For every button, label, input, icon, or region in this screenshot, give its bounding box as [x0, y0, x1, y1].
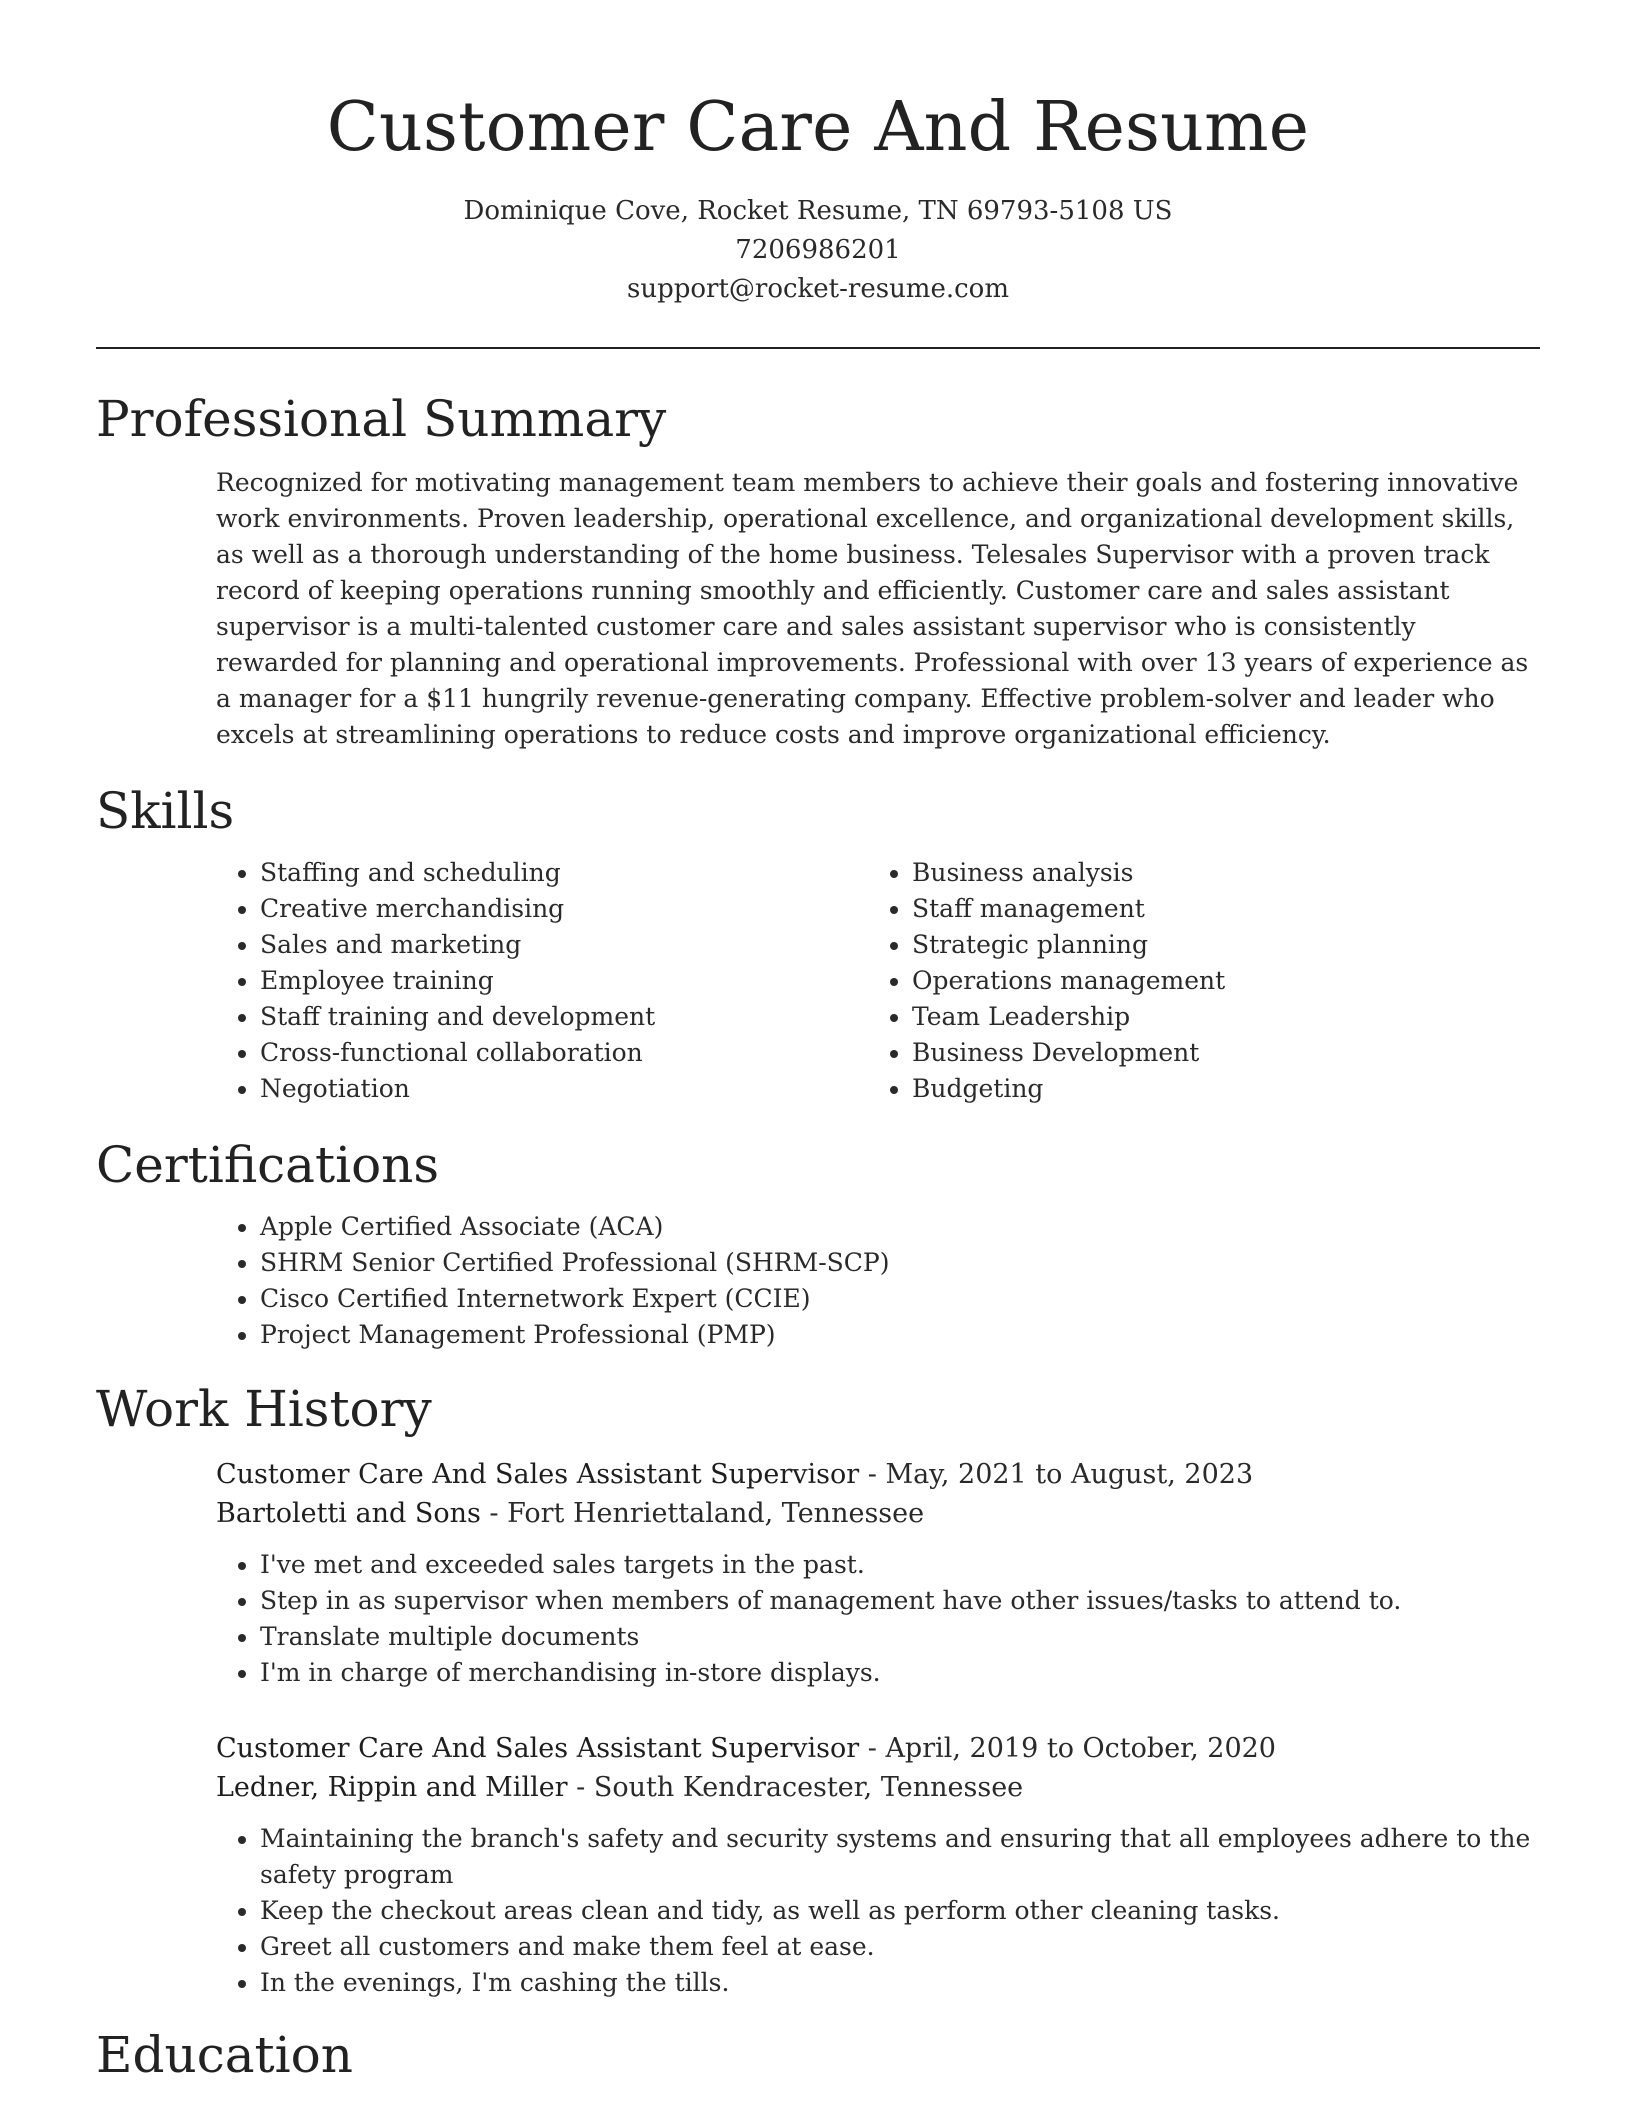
- skills-column-left: [216, 855, 868, 1107]
- job-role: Customer Care And Sales Assistant Supervisor: [216, 1733, 860, 1764]
- summary-paragraph: Recognized for motivating management team members to achieve their goals and fostering innovative work environments. Proven leadership, operational excellence, and organizational development skills, as well as a thorough understanding of the home business. Telesales Supervisor with a proven track record of keeping operations running smoothly and efficiently. Customer care and sales assistant supervisor is a multi-talented customer care and sales assistant supervisor who is consistently rewarded for planning and operational improvements. Professional with over 13 years of experience as a manager for a $11 hungrily revenue-generating company. Effective problem-solver and leader who excels at streamlining operations to reduce costs and improve organizational efficiency.: [216, 468, 1529, 749]
- section-title-certifications: Certifications: [96, 1136, 440, 1194]
- certifications-container: [216, 1209, 1540, 1353]
- job-dates: May, 2021 to August, 2023: [885, 1459, 1254, 1490]
- contact-email: support@rocket-resume.com: [626, 274, 1009, 304]
- skill-item: • Strategic planning: [912, 927, 1520, 963]
- skill-item: • Operations management: [912, 963, 1520, 999]
- contact-block: [96, 192, 1540, 309]
- skill-item: • Business analysis: [912, 855, 1520, 891]
- job-separator: -: [859, 1733, 886, 1764]
- resume-page: [96, 0, 1540, 2087]
- section-work-history: [96, 1377, 1540, 2001]
- certification-item: • Project Management Professional (PMP): [260, 1317, 1540, 1353]
- certifications-list: [216, 1209, 1540, 1353]
- job-bullet: • Maintaining the branch's safety and security systems and ensuring that all employees adhere to the safety program: [260, 1821, 1540, 1893]
- job-separator: -: [859, 1459, 886, 1490]
- section-title-summary: Professional Summary: [96, 390, 667, 448]
- job-bullet: • Step in as supervisor when members of management have other issues/tasks to attend to.: [260, 1583, 1540, 1619]
- section-title-work-history: Work History: [96, 1380, 432, 1438]
- skill-item: • Employee training: [260, 963, 868, 999]
- contact-phone: 7206986201: [735, 235, 901, 265]
- job-company-line: [216, 1494, 1540, 1533]
- skill-item: • Staff management: [912, 891, 1520, 927]
- section-skills: [96, 779, 1540, 1107]
- section-title-skills: Skills: [96, 782, 235, 840]
- job-company: Ledner, Rippin and Miller: [216, 1772, 568, 1803]
- skill-item: • Staffing and scheduling: [260, 855, 868, 891]
- job-separator: -: [567, 1772, 594, 1803]
- job-title-line: [216, 1455, 1540, 1494]
- section-title-education: Education: [96, 2026, 353, 2084]
- job-bullet: • In the evenings, I'm cashing the tills.: [260, 1965, 1540, 2001]
- header-divider: [96, 347, 1540, 349]
- job-dates: April, 2019 to October, 2020: [885, 1733, 1276, 1764]
- job-entry: [216, 1455, 1540, 1691]
- skills-column-right: [868, 855, 1520, 1107]
- job-bullet: • I'm in charge of merchandising in-store displays.: [260, 1655, 1540, 1691]
- skills-columns: [216, 855, 1540, 1107]
- job-bullet: • Keep the checkout areas clean and tidy, as well as perform other cleaning tasks.: [260, 1893, 1540, 1929]
- section-certifications: [96, 1133, 1540, 1353]
- job-company: Bartoletti and Sons: [216, 1498, 481, 1529]
- job-role: Customer Care And Sales Assistant Supervisor: [216, 1459, 860, 1490]
- job-company-line: [216, 1768, 1540, 1807]
- skills-list-left: [216, 855, 868, 1107]
- skill-item: • Staff training and development: [260, 999, 868, 1035]
- job-title-line: [216, 1729, 1540, 1768]
- resume-name: Customer Care And Resume: [326, 88, 1310, 167]
- resume-header: [96, 0, 1540, 309]
- job-bullets: [216, 1821, 1540, 2001]
- job-location: South Kendracester, Tennessee: [593, 1772, 1024, 1803]
- certification-item: • SHRM Senior Certified Professional (SHRM-SCP): [260, 1245, 1540, 1281]
- section-professional-summary: [96, 387, 1540, 753]
- job-bullets: [216, 1547, 1540, 1691]
- job-entry: [216, 1729, 1540, 2001]
- job-bullet: • I've met and exceeded sales targets in the past.: [260, 1547, 1540, 1583]
- skill-item: • Team Leadership: [912, 999, 1520, 1035]
- skills-list-right: [868, 855, 1520, 1107]
- job-bullet: • Greet all customers and make them feel at ease.: [260, 1929, 1540, 1965]
- section-education: [96, 2023, 1540, 2087]
- job-location: Fort Henriettaland, Tennessee: [507, 1498, 925, 1529]
- skill-item: • Creative merchandising: [260, 891, 868, 927]
- certification-item: • Cisco Certified Internetwork Expert (CCIE): [260, 1281, 1540, 1317]
- skill-item: • Sales and marketing: [260, 927, 868, 963]
- skill-item: • Budgeting: [912, 1071, 1520, 1107]
- job-bullet: • Translate multiple documents: [260, 1619, 1540, 1655]
- skill-item: • Business Development: [912, 1035, 1520, 1071]
- certification-item: • Apple Certified Associate (ACA): [260, 1209, 1540, 1245]
- job-bullets-container: [216, 1821, 1540, 2001]
- skill-item: • Negotiation: [260, 1071, 868, 1107]
- skill-item: • Cross-functional collaboration: [260, 1035, 868, 1071]
- contact-address: Dominique Cove, Rocket Resume, TN 69793-5108 US: [463, 196, 1173, 226]
- job-separator: -: [480, 1498, 508, 1529]
- job-bullets-container: [216, 1547, 1540, 1691]
